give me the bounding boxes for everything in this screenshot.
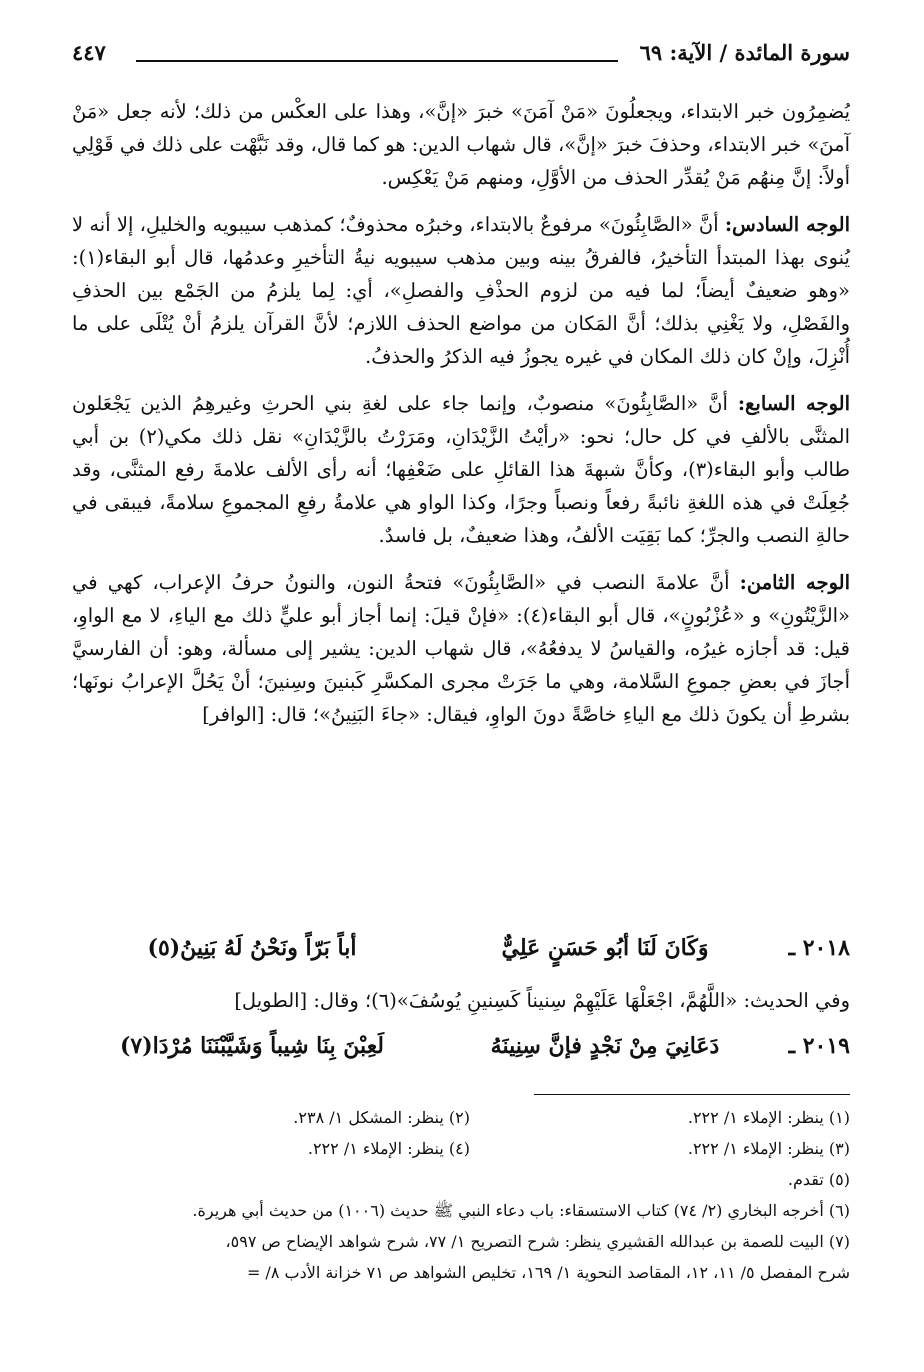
paragraph	[72, 95, 850, 194]
verse-hemistich-second: أباً بَرّاً ونَحْنُ لَهُ بَنِينُ(٥)	[147, 935, 357, 961]
running-title: سورة المائدة / الآية: ٦٩	[639, 40, 850, 65]
section-label: الوجه الثامن:	[739, 571, 851, 594]
verse-hemistich-second: لَعِبْنَ بِنَا شِيباً وَشَيَّبْنَنَا مُرْدَا(٧)	[119, 1033, 385, 1059]
paragraph-text: أنَّ علامةَ النصب في «الصَّابِئُونَ» فتحةُ النون، والنونُ حرفُ الإعراب، كهي في «الزَّيْتُونِ» و «عُزْبُونٍ»، قال أبو البقاء(٤): «فإنْ قيلَ: إنما أجاز أبو عليٍّ ذلك مع الياءِ، لا مع الواوِ، قيل: قد أجازه غيرُه، والقياسُ لا يدفعُهُ»، قال شهاب الدين: يشير إلى مسألة، وهو: أن الفارسيَّ أجازَ في بعضِ جموعِ السَّلامة، وهي ما جَرَتْ مجرى المكسَّرِ كَبنينَ وسِنينَ؛ أنْ يَحُلَّ الإعرابُ نونَها؛ بشرطِ أن يكونَ ذلك مع الياءِ خاصَّةً دونَ الواوِ، فيقال: «جاءَ البَنِينُ»؛ قال: [الوافر]	[72, 571, 850, 726]
footnote: (٧) البيت للصمة بن عبدالله القشيري ينظر: شرح التصريح ١/ ٧٧، شرح شواهد الإيضاح ص ٥٩٧،	[225, 1232, 850, 1251]
footnote-row	[72, 1133, 850, 1164]
poetry-verse	[72, 1033, 850, 1073]
page-header	[72, 40, 850, 70]
verse-hemistich-first: وَكَانَ لَنَا أبُو حَسَنٍ عَلِيٌّ	[501, 935, 709, 961]
footnote-separator	[534, 1094, 850, 1095]
page-number: ٤٤٧	[72, 40, 106, 65]
verse-number: ٢٠١٨ ـ	[788, 935, 850, 961]
paragraph	[72, 208, 850, 373]
footnotes	[72, 1102, 850, 1288]
footnote: (٢) ينظر: المشكل ١/ ٢٣٨.	[293, 1108, 470, 1127]
paragraph-text: أنَّ «الصَّابِئُونَ» مرفوعٌ بالابتداء، وخبرُه محذوفٌ؛ كمذهب سيبويه والخليلِ، إلا أنه لا يُنوى بهذا المبتدأ التأخيرُ، فالفرقُ بينه وبين مذهب سيبويه نيةُ التأخيرِ وعدمُها، قال أبو البقاء(١): «وهو ضعيفٌ أيضاً؛ لما فيه من لزوم الحذْفِ والفصلِ»، أي: لِما يلزمُ من الجَمْع بين الحذفِ والفَصْلِ، ولا يَغْنِي بذلك؛ أنَّ المَكان من مواضع الحذف اللازم؛ لأنَّ القرآن يلزمُ أنْ يُتْلَى على ما أُنْزِلَ، وإنْ كان ذلك المكان في غيره يجوزُ فيه الذكرُ والحذفُ.	[72, 213, 850, 368]
verse-hemistich-first: دَعَانِيَ مِنْ نَجْدٍ فإنَّ سِنِينَهُ	[490, 1033, 720, 1059]
footnote-row	[72, 1102, 850, 1133]
section-label: الوجه السادس:	[724, 213, 850, 236]
section-label: الوجه السابع:	[737, 392, 850, 415]
paragraph	[72, 387, 850, 552]
paragraph-text: يُضمِرُون خبر الابتداء، ويجعلُونَ «مَنْ آمَنَ» خبرَ «إنَّ»، وهذا على العكْس من ذلك؛ لأنه جعل «مَنْ آمنَ» خبر الابتداء، وحذفَ خبرَ «إنَّ»، قال شهاب الدين: هو كما قال، وقد نَبَّهْت على ذلك في قَوْلِي أولاً: إنَّ مِنهُم مَنْ يُقدِّر الحذف من الأوَّلِ، ومنهم مَنْ يَعْكِس.	[72, 100, 850, 189]
footnote-continued: شرح المفصل ٥/ ١١، ١٢، المقاصد النحوية ١/ ١٦٩، تخليص الشواهد ص ٧١ خزانة الأدب ٨/ =	[246, 1263, 850, 1282]
poetry-verse	[72, 935, 850, 975]
hadith-line: وفي الحديث: «اللَّهُمَّ، اجْعَلْهَا عَلَيْهِمْ سِنيناً كَسِنينِ يُوسُفَ»(٦)؛ وقال: [الطويل]	[234, 989, 850, 1012]
footnote: (١) ينظر: الإملاء ١/ ٢٢٢.	[687, 1108, 850, 1127]
footnote: (٥) تقدم.	[787, 1170, 850, 1189]
footnote: (٣) ينظر: الإملاء ١/ ٢٢٢.	[687, 1139, 850, 1158]
verse-number: ٢٠١٩ ـ	[788, 1033, 850, 1059]
header-rule	[136, 60, 618, 62]
main-text	[72, 95, 850, 745]
footnote-row	[72, 1164, 850, 1195]
paragraph	[72, 566, 850, 731]
footnote: (٦) أخرجه البخاري (٢/ ٧٤) كتاب الاستسقاء: باب دعاء النبي ﷺ حديث (١٠٠٦) من حديث أبي هريرة.	[192, 1201, 850, 1220]
footnote: (٤) ينظر: الإملاء ١/ ٢٢٢.	[307, 1139, 470, 1158]
paragraph-text: أنَّ «الصَّابِئُونَ» منصوبٌ، وإنما جاء على لغةِ بني الحرثِ وغيرهِمُ الذين يَجْعَلون المثنَّى بالألفِ في كل حال؛ نحو: «رأيْتُ الزَّيْدَانِ، ومَرَرْتُ بالزَّيْدَانِ» نقل ذلك مكي(٢) بن أبي طالب وأبو البقاء(٣)، وكأنَّ شبهةَ هذا القائلِ على ضَعْفِها؛ أنه رأى الألف علامةَ رفع المثنَّى، وقد جُعِلَتْ في هذه اللغةِ نائبةً رفعاً ونصباً وجرًا، وكذا الواو هي علامةُ رفعِ المجموعِ سلامةً، فيبقى في حالةِ النصب والجرِّ؛ كما بَقِيَت الألفُ، وهذا ضعيفٌ، بل فاسدٌ.	[72, 392, 851, 547]
